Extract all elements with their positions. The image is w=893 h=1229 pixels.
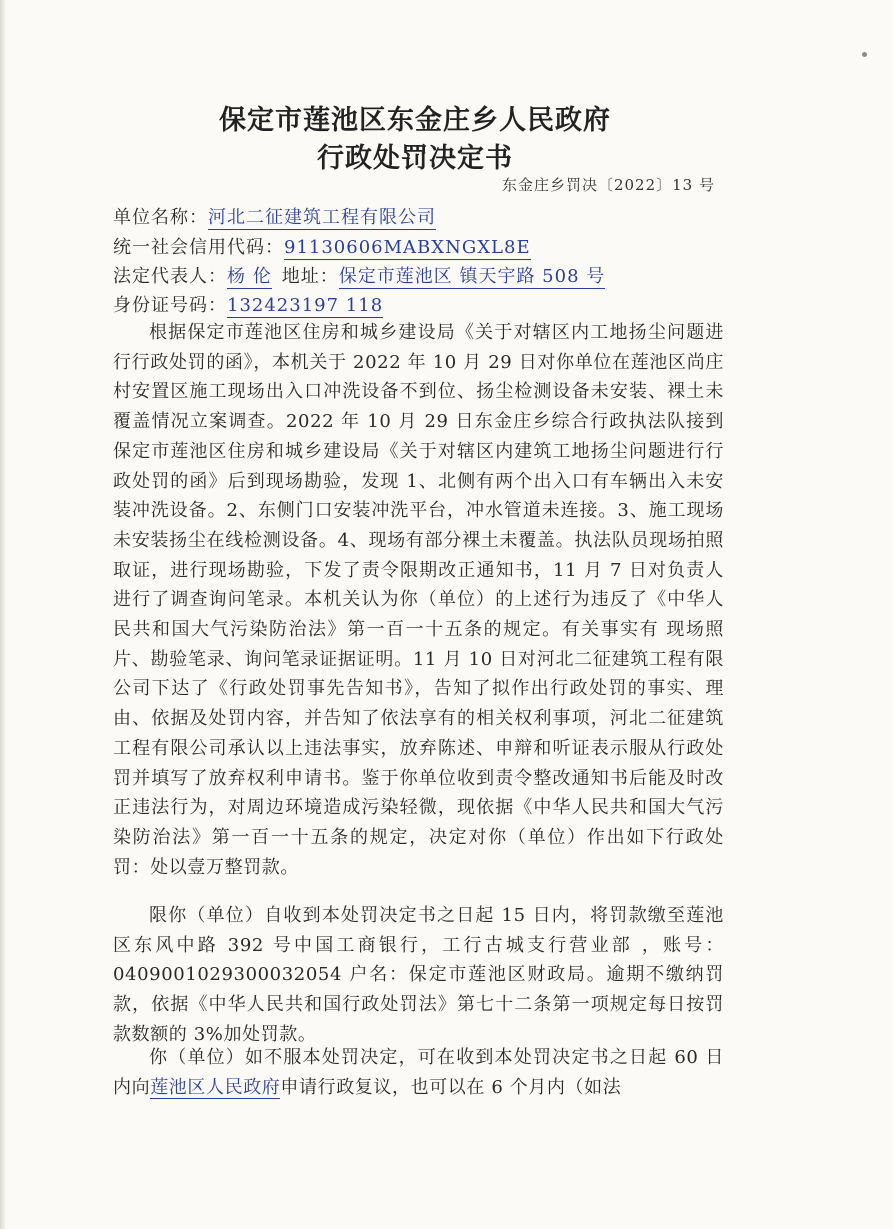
legal-rep-label: 法定代表人： <box>113 266 227 287</box>
credit-code-row <box>113 233 531 259</box>
id-number-label: 身份证号码： <box>113 295 227 316</box>
appeal-authority: 莲池区人民政府 <box>150 1076 281 1098</box>
credit-code-label: 统一社会信用代码： <box>113 237 284 258</box>
document-title-line2: 行政处罚决定书 <box>317 143 513 174</box>
paragraph-facts: 根据保定市莲池区住房和城乡建设局《关于对辖区内工地扬尘问题进行行政处罚的函》，本机关于 2022 年 10 月 29 日对你单位在莲池区尚庄村安置区施工现场出入口冲洗设备不到位、扬尘检测设备未安装、裸土未覆盖情况立案调查。2022 年 10 月 29 日东金庄乡综合行政执法队接到保定市莲池区住房和城乡建设局《关于对辖区内建筑工地扬尘问题进行行政处罚的函》后到现场勘验，发现 1、北侧有两个出入口有车辆出入未安装冲洗设备。2、东侧门口安装冲洗平台，冲水管道未连接。3、施工现场未安装扬尘在线检测设备。4、现场有部分裸土未覆盖。执法队员现场拍照取证，进行现场勘验，下发了责令限期改正通知书，11 月 7 日对负责人进行了调查询问笔录。本机关认为你（单位）的上述行为违反了《中华人民共和国大气污染防治法》第一百一十五条的规定。有关事实有 现场照片、勘验笔录、询问笔录证据证明。11 月 10 日对河北二征建筑工程有限公司下达了《行政处罚事先告知书》，告知了拟作出行政处罚的事实、理由、依据及处罚内容，并告知了依法享有的相关权利事项，河北二征建筑工程有限公司承认以上违法事实，放弃陈述、申辩和听证表示服从行政处罚并填写了放弃权利申请书。鉴于你单位收到责令整改通知书后能及时改正违法行为，对周边环境造成污染轻微，现依据《中华人民共和国大气污染防治法》第一百一十五条的规定，决定对你（单位）作出如下行政处罚：处以壹万整罚款。 <box>113 322 724 878</box>
punch-hole-mark <box>862 52 867 57</box>
paragraph-appeal <box>113 1043 724 1102</box>
legal-rep-value: 杨 伦 <box>227 266 272 287</box>
credit-code-value: 91130606MABXNGXL8E <box>284 237 531 258</box>
paragraph-payment: 限你（单位）自收到本处罚决定书之日起 15 日内，将罚款缴至莲池区东风中路 392 号中国工商银行，工行古城支行营业部 ，账号：0409001029300032054 户名：保定市莲池区财政局。逾期不缴纳罚款，依据《中华人民共和国行政处罚法》第七十二条第一项规定每日按罚款数额的 3%加处罚款。 <box>113 905 724 1045</box>
unit-name-row <box>113 203 436 229</box>
address-label: 地址： <box>281 266 339 287</box>
document-title-line1: 保定市莲池区东金庄乡人民政府 <box>219 105 611 136</box>
unit-name-label: 单位名称： <box>113 207 208 228</box>
legal-rep-row <box>113 262 605 288</box>
scan-edge-shadow <box>0 0 6 1229</box>
unit-name-value: 河北二征建筑工程有限公司 <box>208 207 436 228</box>
id-number-row <box>113 291 383 317</box>
document-number: 东金庄乡罚决〔2022〕13 号 <box>501 176 715 194</box>
appeal-text-start: 你（单位）如不服本处罚决定，可在收到本处罚决定书之日起 60 日内向 <box>113 1047 724 1098</box>
address-value: 保定市莲池区 镇天宇路 508 号 <box>338 266 606 287</box>
id-number-value: 132423197 118 <box>227 295 384 316</box>
appeal-text-end: 申请行政复议，也可以在 6 个月内（如法 <box>280 1076 622 1098</box>
